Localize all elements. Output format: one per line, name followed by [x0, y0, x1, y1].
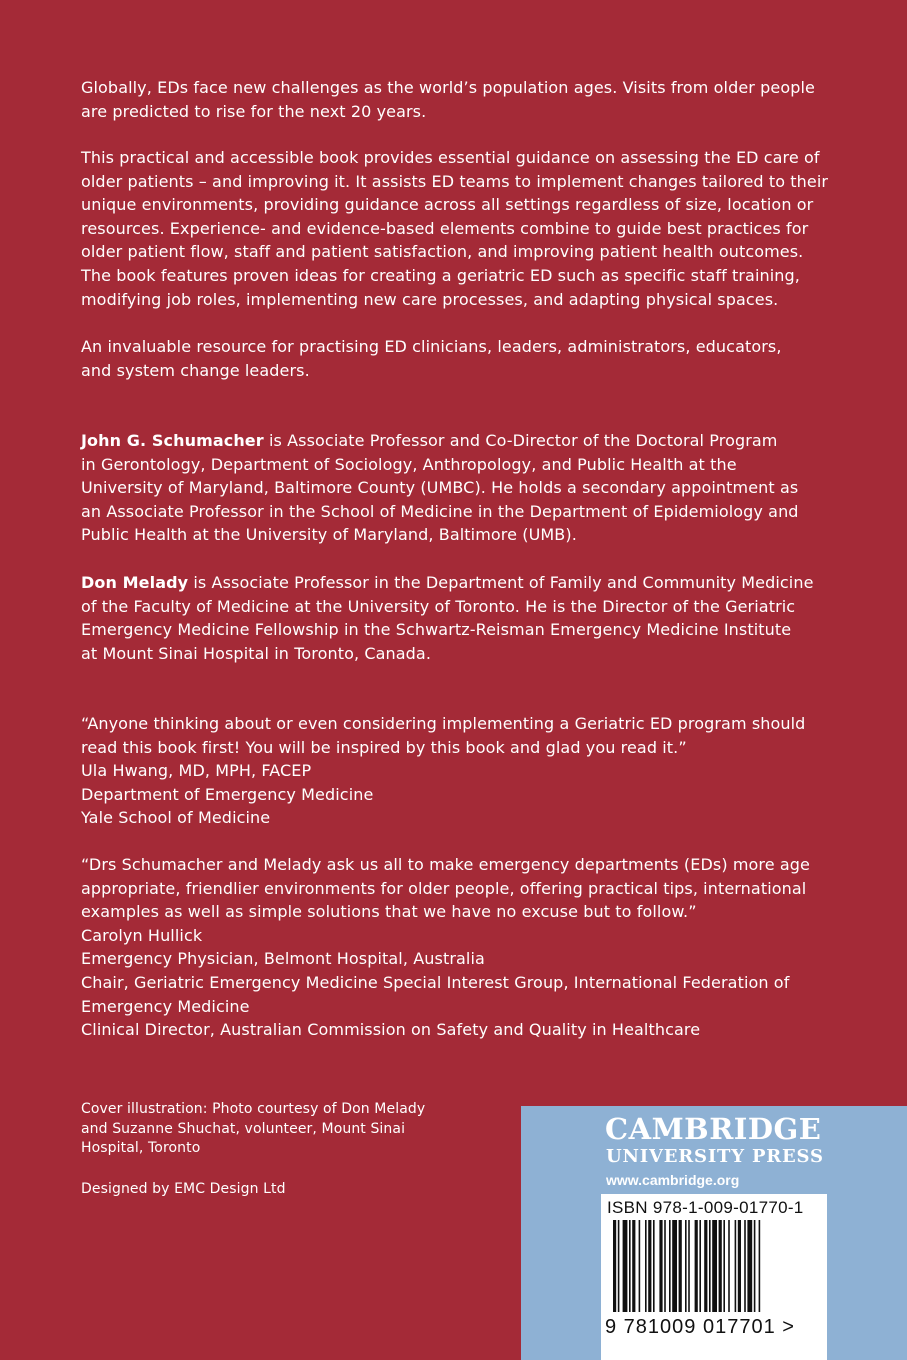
author-name: Don Melady — [81, 573, 189, 592]
text-line: Emergency Medicine — [81, 996, 250, 1016]
text-line: Ula Hwang, MD, MPH, FACEP — [81, 761, 312, 781]
author-name: John G. Schumacher — [81, 431, 264, 450]
blurb-paragraph-1 — [81, 76, 821, 123]
text-line — [81, 429, 821, 453]
publisher-logo-press: UNIVERSITY PRESS — [606, 1146, 824, 1167]
text-fragment: is Associate Professor and Co-Director of the Doctoral Program — [263, 431, 778, 450]
cover-credit — [81, 1100, 461, 1159]
text-line: Globally, EDs face new challenges as the world’s population ages. Visits from older people — [81, 78, 815, 97]
text-line: unique environments, providing guidance across all settings regardless of size, location or — [81, 195, 814, 215]
text-line: Department of Emergency Medicine — [81, 784, 374, 804]
design-credit — [81, 1180, 461, 1200]
text-line: older patient flow, staff and patient satisfaction, and improving patient health outcomes. — [81, 242, 804, 262]
text-line: Emergency Medicine Fellowship in the Schwartz-Reisman Emergency Medicine Institute — [81, 620, 792, 640]
text-line: Carolyn Hullick — [81, 925, 203, 945]
text-line: Clinical Director, Australian Commission on Safety and Quality in Healthcare — [81, 1020, 701, 1040]
barcode-panel — [601, 1194, 827, 1360]
text-line: older patients – and improving it. It assists ED teams to implement changes tailored to their — [81, 171, 829, 191]
text-fragment: is Associate Professor in the Department of Family and Community Medicine — [188, 573, 814, 592]
text-line: Yale School of Medicine — [81, 808, 271, 828]
endorsement-hwang — [81, 712, 821, 830]
text-line: “Anyone thinking about or even considering implementing a Geriatric ED program should — [81, 714, 806, 733]
text-line: Emergency Physician, Belmont Hospital, Australia — [81, 949, 485, 969]
publisher-logo-name: CAMBRIDGE — [605, 1112, 822, 1146]
text-line: at Mount Sinai Hospital in Toronto, Canada. — [81, 643, 432, 663]
publisher-panel — [521, 1106, 907, 1360]
author-bio-melady — [81, 571, 821, 665]
publisher-url: www.cambridge.org — [606, 1172, 740, 1188]
text-line: examples as well as simple solutions that we have no excuse but to follow.” — [81, 902, 697, 922]
author-bio-schumacher — [81, 429, 821, 547]
text-line: University of Maryland, Baltimore County (UMBC). He holds a secondary appointment as — [81, 478, 799, 498]
text-line: of the Faculty of Medicine at the University of Toronto. He is the Director of the Geriatric — [81, 596, 796, 616]
text-line: and system change leaders. — [81, 360, 310, 380]
text-line — [81, 571, 821, 595]
barcode-digits: 9 781009 017701 > — [605, 1316, 795, 1338]
text-line: read this book first! You will be inspired by this book and glad you read it.” — [81, 737, 687, 757]
text-line: Hospital, Toronto — [81, 1140, 201, 1156]
text-line: modifying job roles, implementing new care processes, and adapting physical spaces. — [81, 289, 779, 309]
blurb-paragraph-2 — [81, 146, 829, 311]
isbn-label: ISBN 978-1-009-01770-1 — [607, 1198, 804, 1217]
text-line: are predicted to rise for the next 20 years. — [81, 101, 427, 121]
text-line: Public Health at the University of Maryland, Baltimore (UMB). — [81, 525, 577, 545]
text-line: This practical and accessible book provides essential guidance on assessing the ED care of — [81, 148, 820, 167]
text-line: Chair, Geriatric Emergency Medicine Special Interest Group, International Federation of — [81, 972, 790, 992]
blurb-paragraph-3 — [81, 335, 821, 382]
text-line: in Gerontology, Department of Sociology, Anthropology, and Public Health at the — [81, 454, 737, 474]
text-line: an Associate Professor in the School of Medicine in the Department of Epidemiology and — [81, 501, 799, 521]
text-line: The book features proven ideas for creating a geriatric ED such as specific staff training, — [81, 265, 800, 285]
text-line: and Suzanne Shuchat, volunteer, Mount Sinai — [81, 1120, 406, 1137]
text-line: Designed by EMC Design Ltd — [81, 1181, 286, 1197]
barcode-icon — [605, 1220, 823, 1316]
text-line: An invaluable resource for practising ED clinicians, leaders, administrators, educators, — [81, 337, 782, 356]
text-line: “Drs Schumacher and Melady ask us all to make emergency departments (EDs) more age — [81, 855, 810, 874]
endorsement-hullick — [81, 853, 821, 1042]
text-line: resources. Experience- and evidence-based elements combine to guide best practices for — [81, 218, 809, 238]
text-line: Cover illustration: Photo courtesy of Don Melady — [81, 1101, 426, 1117]
text-line: appropriate, friendlier environments for older people, offering practical tips, international — [81, 878, 807, 898]
